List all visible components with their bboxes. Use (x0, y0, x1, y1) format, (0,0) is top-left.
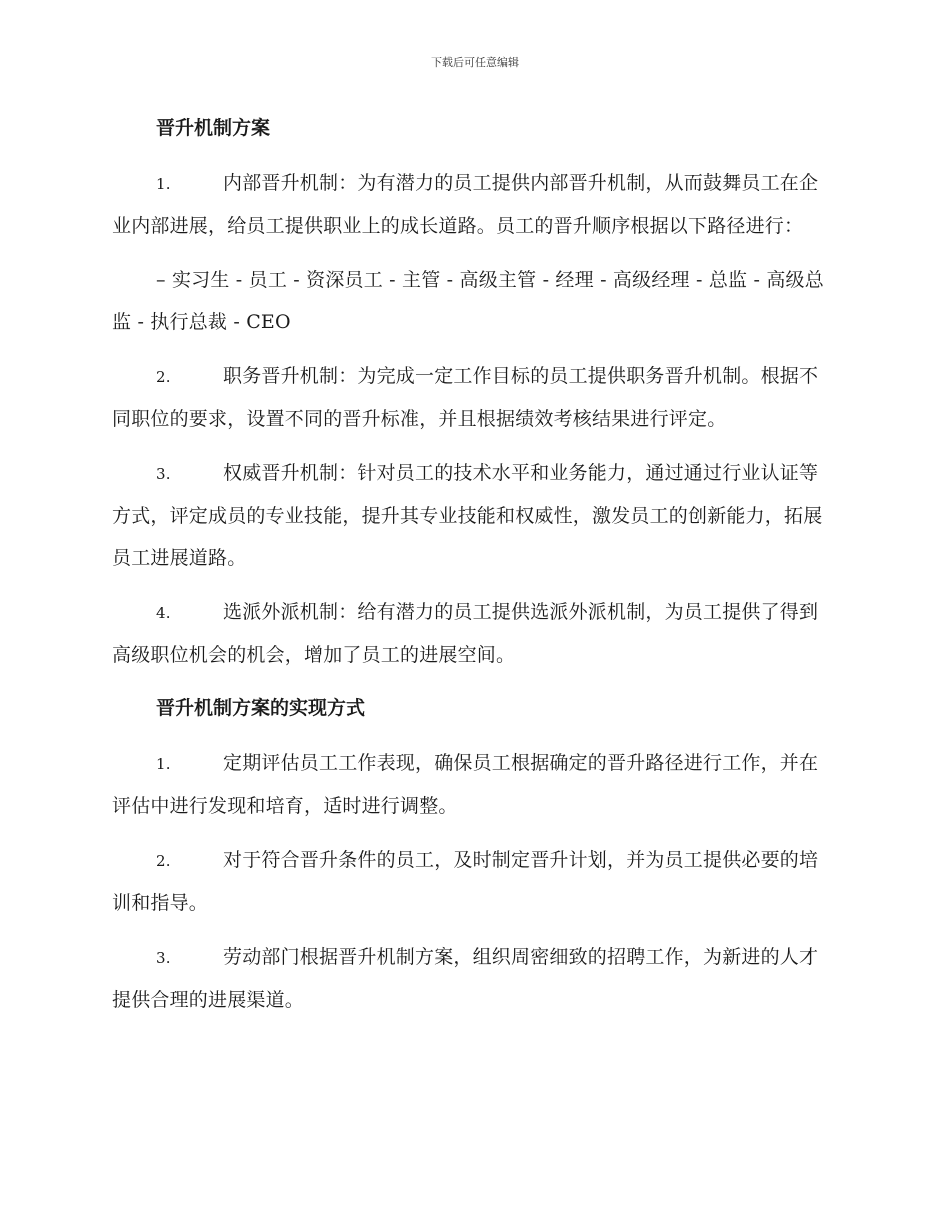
list-item (112, 742, 834, 827)
list-item-text: 对于符合晋升条件的员工，及时制定晋升计划，并为员工提供必要的培训和指导。 (112, 849, 819, 914)
list-item-text: 权威晋升机制：针对员工的技术水平和业务能力，通过通过行业认证等方式，评定成员的专业技能，提升其专业技能和权威性，激发员工的创新能力，拓展员工进展道路。 (112, 462, 823, 569)
list-number: 3. (156, 949, 171, 967)
list-item-text: 内部晋升机制：为有潜力的员工提供内部晋升机制，从而鼓舞员工在企业内部进展，给员工提供职业上的成长道路。员工的晋升顺序根据以下路径进行： (112, 172, 819, 237)
list-item (112, 355, 834, 440)
section-heading-promotion-plan: 晋升机制方案 (156, 117, 271, 139)
section-heading-implementation: 晋升机制方案的实现方式 (156, 697, 366, 719)
list-number: 2. (156, 368, 171, 386)
list-number: 1. (156, 755, 171, 773)
list-item (112, 162, 834, 247)
list-item-text: 劳动部门根据晋升机制方案，组织周密细致的招聘工作，为新进的人才提供合理的进展渠道。 (112, 946, 819, 1011)
document-body (112, 108, 834, 1033)
page-header: 下载后可任意编辑 (431, 56, 519, 69)
list-item-text: 选派外派机制：给有潜力的员工提供选派外派机制，为员工提供了得到高级职位机会的机会，增加了员工的进展空间。 (112, 601, 819, 666)
list-item-text: 定期评估员工工作表现，确保员工根据确定的晋升路径进行工作，并在评估中进行发现和培育，适时进行调整。 (112, 752, 819, 817)
promotion-path (112, 259, 834, 343)
promotion-path-text: – 实习生 - 员工 - 资深员工 - 主管 - 高级主管 - 经理 - 高级经理 - 总监 - 高级总监 - 执行总裁 - CEO (112, 269, 824, 333)
list-item (112, 839, 834, 924)
list-number: 3. (156, 465, 171, 483)
list-number: 1. (156, 175, 171, 193)
list-item (112, 936, 834, 1021)
list-item (112, 591, 834, 676)
list-number: 4. (156, 604, 171, 622)
list-item-text: 职务晋升机制：为完成一定工作目标的员工提供职务晋升机制。根据不同职位的要求，设置不同的晋升标准，并且根据绩效考核结果进行评定。 (112, 365, 819, 430)
list-number: 2. (156, 852, 171, 870)
list-item (112, 452, 834, 579)
